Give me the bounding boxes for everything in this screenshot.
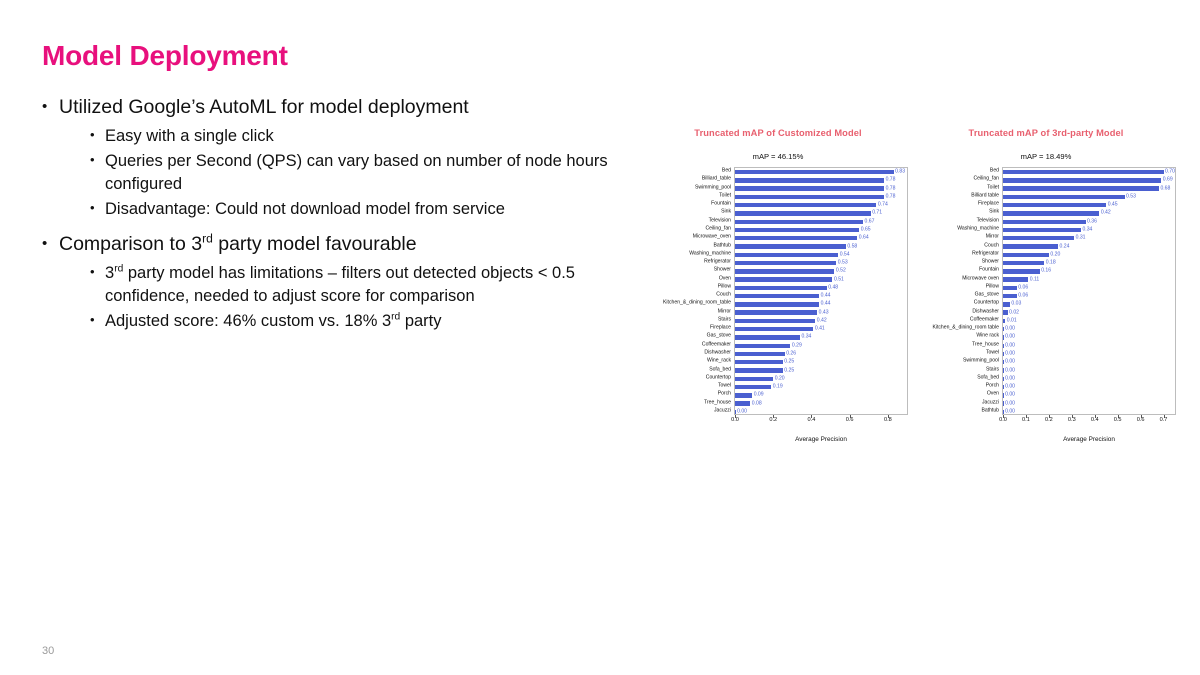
- bar-value-label: 0.06: [1018, 292, 1029, 299]
- bar: [1003, 294, 1017, 298]
- chart-panel-2: [916, 118, 1176, 468]
- bar: [1003, 195, 1125, 199]
- y-tick-label: Jacuzzi: [714, 407, 731, 414]
- y-tick-label: Television: [708, 217, 731, 224]
- y-tick-label: Couch: [716, 291, 731, 298]
- y-tick-label: Dishwasher: [972, 308, 999, 315]
- bar: [735, 344, 790, 348]
- bar: [735, 244, 846, 248]
- bar: [1003, 344, 1004, 348]
- bar: [735, 335, 800, 339]
- bar-value-label: 0.18: [1045, 259, 1056, 266]
- y-tick-label: Bathtub: [713, 241, 731, 248]
- bar: [735, 178, 884, 182]
- bar-value-label: 0.00: [1005, 342, 1016, 349]
- y-tick-label: Swimming_pool: [695, 184, 731, 191]
- bar: [1003, 203, 1106, 207]
- bar-value-label: 0.00: [1005, 325, 1016, 332]
- bar-value-label: 0.00: [1005, 391, 1016, 398]
- bar: [1003, 360, 1004, 364]
- bar-value-label: 0.25: [784, 358, 795, 365]
- bar: [735, 269, 834, 273]
- y-tick-label: Refrigerator: [972, 250, 999, 257]
- y-tick-label: Microwave_oven: [692, 233, 731, 240]
- bullet-dot-icon: •: [90, 126, 95, 142]
- bar: [1003, 410, 1004, 414]
- page-number: 30: [42, 645, 55, 657]
- x-axis-title-wrapper: [648, 415, 908, 441]
- bar-value-label: 0.00: [1005, 408, 1016, 415]
- bar: [735, 352, 785, 356]
- bullet-text: 3rd party model has limitations – filters out detected objects < 0.5 confidence, needed to adjust score for comparison: [105, 263, 575, 305]
- bar-value-label: 0.78: [885, 176, 896, 183]
- bar-value-label: 0.67: [864, 218, 875, 225]
- y-tick-label: Coffeemaker: [969, 316, 999, 323]
- bar: [735, 319, 815, 323]
- y-tick-label: Countertop: [705, 374, 731, 381]
- y-tick-label: Jacuzzi: [982, 399, 999, 406]
- x-tick-label: 0.5: [1113, 417, 1122, 423]
- bar: [1003, 236, 1074, 240]
- y-tick-label: Sink: [721, 208, 731, 215]
- bar: [735, 277, 832, 281]
- y-tick-label: Microwave oven: [962, 275, 999, 282]
- bullet-item-l2: [42, 150, 622, 195]
- bar: [735, 327, 813, 331]
- bar-value-label: 0.02: [1009, 309, 1019, 316]
- bullet-item-l2: [42, 125, 622, 147]
- bar: [1003, 211, 1099, 215]
- bar: [735, 220, 863, 224]
- bar: [1003, 228, 1081, 232]
- bar-value-label: 0.83: [895, 168, 906, 175]
- bar-value-label: 0.34: [1082, 226, 1093, 233]
- bar: [1003, 368, 1004, 372]
- y-tick-label: Sink: [989, 208, 999, 215]
- bar-value-label: 0.78: [885, 185, 896, 192]
- bullet-dot-icon: •: [42, 98, 48, 115]
- y-axis-tick-labels: [648, 167, 734, 415]
- x-tick-label: 0.2: [1044, 417, 1053, 423]
- bar: [735, 286, 827, 290]
- bullet-text: Queries per Second (QPS) can vary based on number of node hours configured: [105, 152, 608, 193]
- bar-value-label: 0.24: [1059, 242, 1070, 249]
- bar-value-label: 0.44: [820, 300, 831, 307]
- y-tick-label: Couch: [984, 241, 999, 248]
- bar-value-label: 0.41: [814, 325, 825, 332]
- bar: [1003, 302, 1010, 306]
- bar-value-label: 0.20: [774, 375, 785, 382]
- x-tick-label: 0.4: [807, 417, 816, 423]
- x-tick-label: 0.2: [769, 417, 778, 423]
- bar: [735, 211, 871, 215]
- x-axis-title: Average Precision: [1063, 436, 1115, 443]
- bar-value-label: 0.71: [872, 209, 883, 216]
- y-tick-label: Pillow: [985, 283, 999, 290]
- bar: [735, 377, 773, 381]
- bar-value-label: 0.36: [1087, 218, 1097, 225]
- bar: [735, 186, 884, 190]
- bar-value-label: 0.69: [1162, 176, 1173, 183]
- bar-value-label: 0.54: [839, 251, 850, 258]
- y-tick-label: Fountain: [979, 266, 999, 273]
- bar-value-label: 0.26: [786, 350, 797, 357]
- chart-title: Truncated mAP of 3rd-party Model: [968, 128, 1124, 138]
- y-tick-label: Kitchen_&_dining_room table: [932, 324, 999, 331]
- bullet-text: Adjusted score: 46% custom vs. 18% 3rd party: [105, 311, 442, 331]
- bar: [1003, 170, 1164, 174]
- bullet-item-l2: [42, 262, 622, 307]
- plot-area-wrapper: [648, 167, 908, 423]
- bar: [735, 236, 857, 240]
- bullet-text: Utilized Google’s AutoML for model deployment: [59, 96, 469, 118]
- y-tick-label: Oven: [718, 275, 731, 282]
- y-tick-label: Tree_house: [704, 399, 731, 406]
- bar-value-label: 0.70: [1165, 168, 1175, 175]
- x-tick-label: 0.8: [883, 417, 892, 423]
- bullet-text: Easy with a single click: [105, 126, 274, 145]
- y-tick-label: Fireplace: [710, 324, 731, 331]
- bar: [1003, 253, 1049, 257]
- bar: [1003, 335, 1004, 339]
- bar-value-label: 0.68: [1160, 185, 1171, 192]
- bar: [1003, 244, 1058, 248]
- y-tick-label: Swimming_pool: [963, 357, 999, 364]
- bar: [1003, 352, 1004, 356]
- plot-area: [731, 167, 908, 423]
- y-axis-tick-labels: [916, 167, 1002, 415]
- y-tick-label: Mirror: [985, 233, 999, 240]
- bullet-item-l2: [42, 310, 622, 332]
- bar-value-label: 0.42: [1100, 209, 1111, 216]
- y-tick-label: Washing_machine: [689, 250, 731, 257]
- y-tick-label: Wine rack: [976, 332, 999, 339]
- y-tick-label: Ceiling_fan: [705, 225, 731, 232]
- y-tick-label: Stairs: [985, 365, 999, 372]
- y-tick-label: Bed: [721, 167, 731, 174]
- bar-value-label: 0.01: [1006, 317, 1017, 324]
- bar-value-label: 0.00: [1005, 383, 1016, 390]
- y-tick-label: Towel: [985, 349, 999, 356]
- bar-value-label: 0.00: [1005, 366, 1016, 373]
- bullet-item-l1: [42, 95, 622, 121]
- y-tick-label: Towel: [717, 382, 731, 389]
- y-tick-label: Shower: [981, 258, 999, 265]
- bar: [735, 368, 783, 372]
- y-tick-label: Toilet: [719, 192, 731, 199]
- chart-subtitle: mAP = 46.15%: [752, 152, 804, 161]
- bar-value-label: 0.74: [877, 201, 888, 208]
- bullet-dot-icon: •: [90, 152, 95, 168]
- bar: [1003, 377, 1004, 381]
- y-tick-label: Fireplace: [978, 200, 999, 207]
- x-tick-label: 0.1: [1022, 417, 1030, 423]
- y-tick-label: Bed: [989, 167, 999, 174]
- bar: [735, 401, 750, 405]
- bar: [1003, 393, 1004, 397]
- y-tick-label: Sofa_bed: [709, 365, 731, 372]
- x-tick-label: 0.6: [1136, 417, 1145, 423]
- bullet-text: Comparison to 3rd party model favourable: [59, 231, 417, 256]
- bullet-dot-icon: •: [90, 264, 95, 280]
- bar: [1003, 310, 1008, 314]
- bar-value-label: 0.42: [816, 317, 827, 324]
- y-tick-label: Pillow: [717, 283, 731, 290]
- bullet-dot-icon: •: [90, 200, 95, 216]
- bar-value-label: 0.19: [772, 383, 783, 390]
- bar: [1003, 401, 1004, 405]
- x-tick-label: 0.0: [999, 417, 1007, 423]
- bar: [1003, 220, 1086, 224]
- bar-value-label: 0.00: [1005, 375, 1016, 382]
- bar: [735, 170, 894, 174]
- bar-value-label: 0.00: [1005, 358, 1016, 365]
- plot-area-wrapper: [916, 167, 1176, 423]
- x-tick-label: 0.3: [1067, 417, 1076, 423]
- bar: [735, 410, 736, 414]
- bullet-text: Disadvantage: Could not download model from service: [105, 200, 505, 219]
- bar: [735, 385, 771, 389]
- bar: [735, 393, 752, 397]
- bar: [735, 195, 884, 199]
- bar-value-label: 0.11: [1029, 276, 1040, 283]
- bar-value-label: 0.44: [820, 292, 831, 299]
- page-title: Model Deployment: [42, 40, 288, 71]
- y-tick-label: Fountain: [711, 200, 731, 207]
- bar: [735, 294, 819, 298]
- y-tick-label: Washing_machine: [957, 225, 999, 232]
- y-tick-label: Gas_stove: [974, 291, 999, 298]
- y-tick-label: Bathtub: [981, 407, 999, 414]
- y-tick-label: Kitchen_&_dining_room_table: [663, 299, 731, 306]
- bar: [735, 253, 838, 257]
- bullet-spacer: [42, 223, 622, 232]
- bullet-item-l1: [42, 232, 622, 258]
- bar: [1003, 327, 1004, 331]
- bar: [1003, 269, 1040, 273]
- bar: [735, 360, 783, 364]
- bullet-dot-icon: •: [90, 312, 95, 328]
- y-tick-label: Oven: [986, 390, 999, 397]
- bar-value-label: 0.48: [828, 284, 839, 291]
- y-tick-label: Porch: [717, 390, 731, 397]
- y-tick-label: Sofa_bed: [977, 374, 999, 381]
- bar: [1003, 385, 1004, 389]
- bar-value-label: 0.58: [847, 242, 858, 249]
- chart-subtitle: mAP = 18.49%: [1020, 152, 1072, 161]
- bar-value-label: 0.53: [837, 259, 848, 266]
- bar-value-label: 0.00: [737, 408, 748, 415]
- bar-value-label: 0.34: [801, 333, 812, 340]
- bar-value-label: 0.29: [791, 342, 802, 349]
- x-tick-label: 0.7: [1159, 417, 1168, 423]
- bar: [1003, 178, 1161, 182]
- charts-container: [648, 118, 1176, 468]
- bar-value-label: 0.00: [1005, 400, 1016, 407]
- bar-value-label: 0.25: [784, 366, 795, 373]
- bar-value-label: 0.53: [1126, 193, 1136, 200]
- bar: [735, 203, 876, 207]
- bar: [735, 228, 859, 232]
- bar-value-label: 0.45: [1107, 201, 1118, 208]
- x-tick-label: 0.4: [1090, 417, 1099, 423]
- y-tick-label: Billiard table: [971, 192, 999, 199]
- y-tick-label: Refrigerator: [704, 258, 731, 265]
- bar: [1003, 261, 1044, 265]
- bar-value-label: 0.06: [1018, 284, 1029, 291]
- y-tick-label: Toilet: [987, 184, 999, 191]
- y-tick-label: Porch: [985, 382, 999, 389]
- y-tick-label: Mirror: [717, 308, 731, 315]
- bar: [1003, 277, 1028, 281]
- y-tick-label: Countertop: [973, 299, 999, 306]
- bullet-item-l2: [42, 198, 622, 220]
- bar-value-label: 0.08: [751, 400, 762, 407]
- y-tick-label: Tree_house: [972, 341, 999, 348]
- x-tick-label: 0.6: [845, 417, 854, 423]
- bar: [1003, 286, 1017, 290]
- bar: [735, 302, 819, 306]
- bar-value-label: 0.64: [858, 234, 869, 241]
- chart-panel-1: [648, 118, 908, 468]
- bar: [735, 261, 836, 265]
- y-tick-label: Dishwasher: [704, 349, 731, 356]
- y-tick-label: Ceiling_fan: [973, 175, 999, 182]
- y-tick-label: Stairs: [717, 316, 731, 323]
- bar: [1003, 186, 1159, 190]
- bar: [735, 310, 817, 314]
- bar-value-label: 0.20: [1050, 251, 1061, 258]
- bar-value-label: 0.16: [1041, 267, 1052, 274]
- bar-value-label: 0.09: [753, 391, 764, 398]
- chart-title: Truncated mAP of Customized Model: [694, 128, 862, 138]
- y-tick-label: Gas_stove: [706, 332, 731, 339]
- y-tick-label: Coffeemaker: [701, 341, 731, 348]
- bullet-dot-icon: •: [42, 235, 48, 253]
- y-tick-label: Shower: [713, 266, 731, 273]
- plot-area: [999, 167, 1176, 423]
- x-axis-title: Average Precision: [795, 436, 847, 443]
- y-tick-label: Billiard_table: [701, 175, 731, 182]
- bar-value-label: 0.00: [1005, 350, 1016, 357]
- bar: [1003, 319, 1005, 323]
- bar-value-label: 0.51: [833, 276, 844, 283]
- y-tick-label: Wine_rack: [706, 357, 731, 364]
- y-tick-label: Television: [976, 217, 999, 224]
- bar-value-label: 0.52: [835, 267, 846, 274]
- x-axis-title-wrapper: [916, 415, 1176, 441]
- bar-value-label: 0.03: [1011, 300, 1022, 307]
- bar-value-label: 0.65: [860, 226, 871, 233]
- bar-value-label: 0.78: [885, 193, 896, 200]
- bullet-list: [42, 95, 622, 336]
- bar-value-label: 0.00: [1005, 333, 1016, 340]
- bar-value-label: 0.43: [818, 309, 829, 316]
- bar-value-label: 0.31: [1075, 234, 1086, 241]
- x-tick-label: 0.0: [731, 417, 739, 423]
